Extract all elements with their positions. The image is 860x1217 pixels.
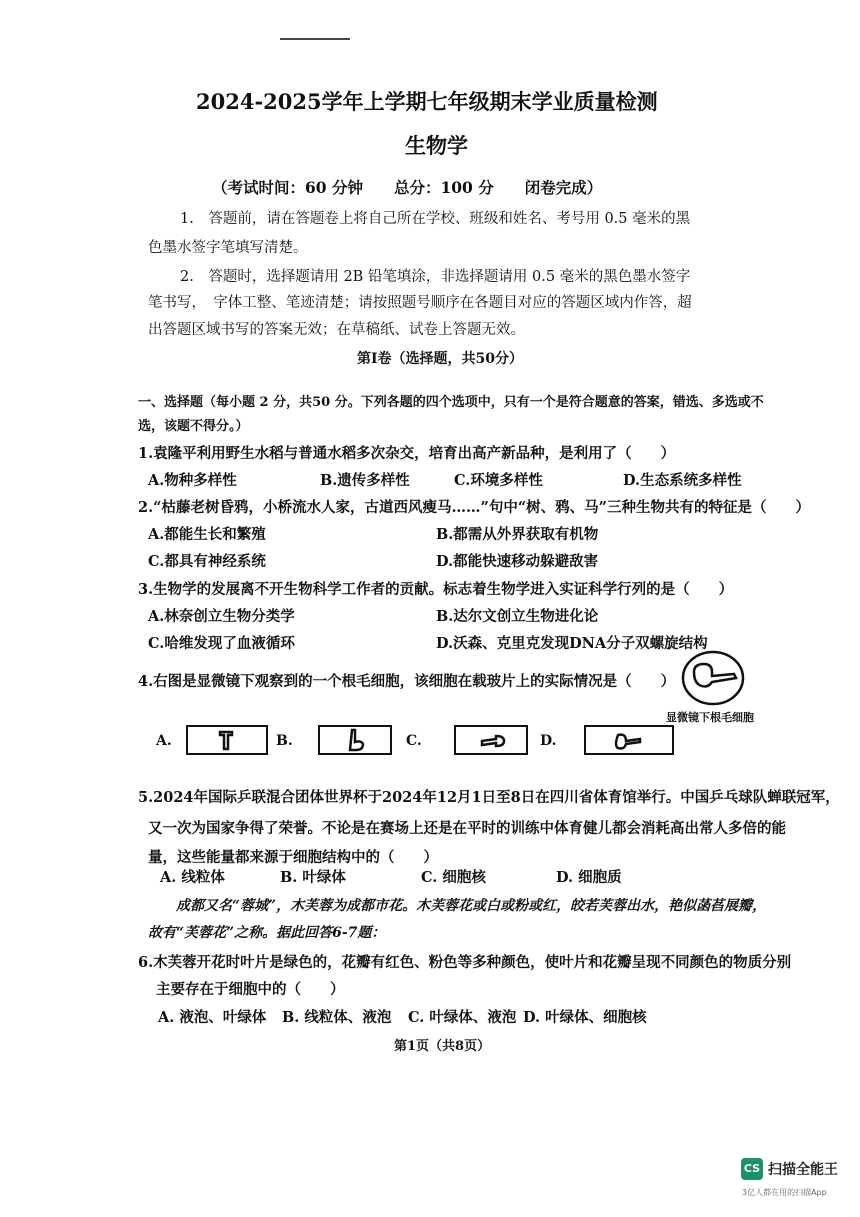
q4-option-b-cell-icon xyxy=(320,727,390,753)
q1-option-a: A.物种多样性 xyxy=(148,472,237,489)
q2-option-c: C.都具有神经系统 xyxy=(148,553,266,570)
q4-option-d: D. xyxy=(540,733,557,749)
q1-option-b: B.遗传多样性 xyxy=(320,472,410,489)
passage-line-2: 故有“芙蓉花”之称。据此回答6-7题： xyxy=(148,925,386,941)
q4-option-c-cell-icon xyxy=(456,727,526,753)
instruction-1-line-2: 色墨水签字笔填写清楚。 xyxy=(148,240,308,256)
instruction-2-line-3: 出答题区域书写的答案无效；在草稿纸、试卷上答题无效。 xyxy=(148,322,525,338)
q5-option-c: C. 细胞核 xyxy=(421,869,486,886)
q4-option-a-box xyxy=(186,725,268,755)
q5-option-d: D. 细胞质 xyxy=(556,869,622,886)
q3-option-b: B.达尔文创立生物进化论 xyxy=(436,608,599,625)
q3-option-a: A.林奈创立生物分类学 xyxy=(148,608,295,625)
q3-stem: 3.生物学的发展离不开生物科学工作者的贡献。标志着生物学进入实证科学行列的是（ ） xyxy=(138,581,734,598)
q2-stem: 2.“枯藤老树昏鸦，小桥流水人家，古道西风瘦马……”句中“树、鸦、马”三种生物共有的特征是（ ） xyxy=(138,499,810,516)
q6-line-1: 6.木芙蓉开花时叶片是绿色的，花瓣有红色、粉色等多种颜色，使叶片和花瓣呈现不同颜色的物质分别 xyxy=(138,954,792,971)
q6-line-2: 主要存在于细胞中的（ ） xyxy=(156,981,345,998)
passage-line-1: 成都又名“蓉城”，木芙蓉为成都市花。木芙蓉花或白或粉或红，皎若芙蓉出水，艳似菡萏展瓣， xyxy=(176,898,767,914)
section-heading: 第Ⅰ卷（选择题，共50分） xyxy=(357,351,524,367)
scanner-app-logo-icon: CS xyxy=(741,1158,763,1180)
exam-title: 2024-2025学年上学期七年级期末学业质量检测 xyxy=(196,89,658,114)
exam-info: （考试时间：60 分钟 总分：100 分 闭卷完成） xyxy=(212,178,603,197)
q6-option-b: B. 线粒体、液泡 xyxy=(282,1009,392,1026)
figure-caption: 显微镜下根毛细胞 xyxy=(666,711,754,724)
section-rule-line-2: 选，该题不得分。） xyxy=(138,419,249,434)
q6-option-a: A. 液泡、叶绿体 xyxy=(158,1009,267,1026)
q4-option-a-cell-icon xyxy=(188,727,266,753)
top-scan-mark xyxy=(280,38,350,40)
q4-option-d-box xyxy=(584,725,674,755)
q4-stem: 4.右图是显微镜下观察到的一个根毛细胞，该细胞在载玻片上的实际情况是（ ） xyxy=(138,673,676,690)
q2-option-d: D.都能快速移动躲避敌害 xyxy=(436,553,599,570)
section-rule-line-1: 一、选择题（每小题 2 分，共50 分。下列各题的四个选项中，只有一个是符合题意的答案，错选、多选或不 xyxy=(138,395,764,410)
q5-option-a: A. 线粒体 xyxy=(160,869,225,886)
page-number: 第1页（共8页） xyxy=(394,1039,491,1054)
q4-option-b-box xyxy=(318,725,392,755)
q1-option-d: D.生态系统多样性 xyxy=(623,472,742,489)
root-hair-cell-figure xyxy=(680,650,746,706)
instruction-1-line-1: 1. 答题前，请在答题卷上将自己所在学校、班级和姓名、考号用 0.5 毫米的黑 xyxy=(180,211,691,227)
q3-option-c: C.哈维发现了血液循环 xyxy=(148,635,295,652)
q1-option-c: C.环境多样性 xyxy=(454,472,543,489)
q4-option-c: C. xyxy=(406,733,422,749)
q2-option-b: B.都需从外界获取有机物 xyxy=(436,526,599,543)
q4-option-c-box xyxy=(454,725,528,755)
q5-line-2: 又一次为国家争得了荣誉。不论是在赛场上还是在平时的训练中体育健儿都会消耗高出常人多倍的能 xyxy=(148,820,786,837)
q3-option-d: D.沃森、克里克发现DNA分子双螺旋结构 xyxy=(436,635,708,652)
q2-option-a: A.都能生长和繁殖 xyxy=(148,526,266,543)
watermark-name: 扫描全能王 xyxy=(768,1162,838,1178)
instruction-2-line-1: 2. 答题时，选择题请用 2B 铅笔填涂，非选择题请用 0.5 毫米的黑色墨水签字 xyxy=(180,269,691,285)
q4-option-b: B. xyxy=(276,733,293,749)
q5-option-b: B. 叶绿体 xyxy=(280,869,346,886)
q1-stem: 1.袁隆平利用野生水稻与普通水稻多次杂交，培育出高产新品种，是利用了（ ） xyxy=(138,445,676,462)
instruction-2-line-2: 笔书写， 字体工整、笔迹清楚；请按照题号顺序在各题目对应的答题区域内作答，超 xyxy=(148,295,692,311)
subject-title: 生物学 xyxy=(405,133,468,158)
watermark-subtitle: 3亿人都在用的扫描App xyxy=(742,1188,827,1197)
q6-option-c: C. 叶绿体、液泡 xyxy=(408,1009,517,1026)
q4-option-d-cell-icon xyxy=(586,727,672,753)
q6-option-d: D. 叶绿体、细胞核 xyxy=(523,1009,647,1026)
q4-option-a: A. xyxy=(156,733,172,749)
q5-line-1: 5.2024年国际乒联混合团体世界杯于2024年12月1日至8日在四川省体育馆举行。中国乒乓球队蝉联冠军， xyxy=(138,789,840,806)
q5-line-3: 量，这些能量都来源于细胞结构中的（ ） xyxy=(148,849,438,866)
